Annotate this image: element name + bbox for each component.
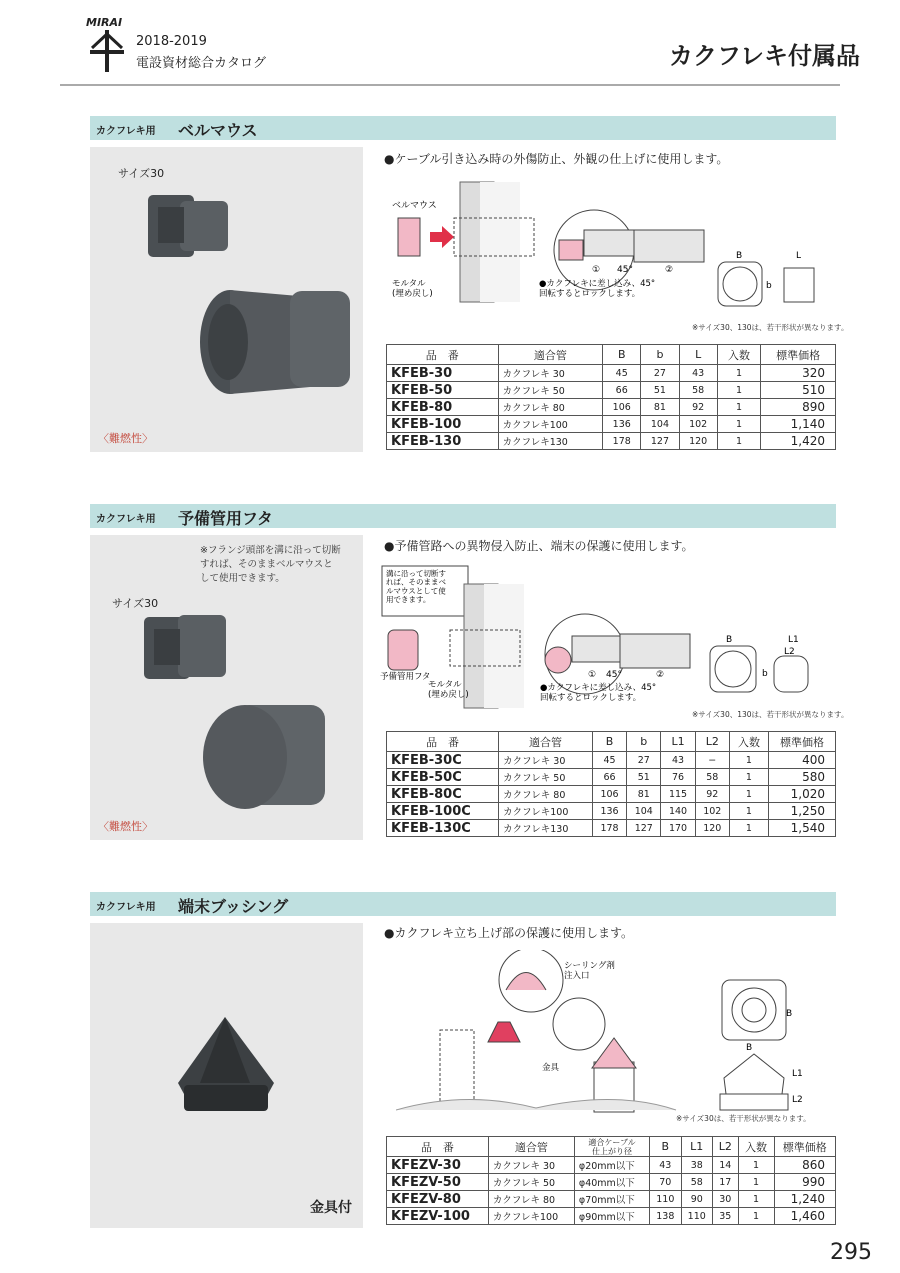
cell: 51: [627, 769, 661, 786]
cell: 1: [717, 399, 761, 416]
cell: カクフレキ 50: [488, 1174, 574, 1191]
product-code: KFEB-30: [387, 365, 499, 382]
fitting-label: 金具付: [310, 1200, 352, 1216]
price-cell: 320: [761, 365, 836, 382]
photo-note: ※フランジ頭部を溝に沿って切断 すれば、そのままベルマウスと して使用できます。: [200, 545, 341, 584]
col-header: B: [603, 345, 641, 365]
flame-retardant-label: 〈難燃性〉: [98, 820, 153, 833]
table-row: [387, 382, 836, 399]
cell: −: [695, 752, 729, 769]
section-cap-band: [90, 504, 836, 528]
cell: 27: [641, 365, 679, 382]
cap-photo: [90, 535, 363, 840]
col-header: b: [641, 345, 679, 365]
cell: 1: [717, 382, 761, 399]
price-cell: 890: [761, 399, 836, 416]
col-header: 標準価格: [761, 345, 836, 365]
cell: 1: [717, 416, 761, 433]
cell: 127: [627, 820, 661, 837]
table-row: [387, 1208, 836, 1225]
cell: 58: [681, 1174, 712, 1191]
dim-L1: L1: [792, 1069, 803, 1079]
cell: φ40mm以下: [574, 1174, 649, 1191]
bellmouth-spec-table: [386, 344, 836, 450]
cap-small-image: [140, 609, 240, 699]
table-row: [387, 1174, 836, 1191]
cell: 102: [695, 803, 729, 820]
price-cell: 1,240: [774, 1191, 835, 1208]
table-row: [387, 820, 836, 837]
dim-B: B: [726, 635, 733, 645]
price-cell: 1,250: [769, 803, 836, 820]
col-header: 入数: [738, 1137, 774, 1157]
cell: 35: [712, 1208, 738, 1225]
cell: 70: [650, 1174, 681, 1191]
size-note: ※サイズ30、130は、若干形状が異なります。: [692, 710, 849, 719]
angle-label: 45°: [606, 670, 622, 680]
cell: 66: [603, 382, 641, 399]
cell: 81: [627, 786, 661, 803]
cell: 92: [695, 786, 729, 803]
cell: 17: [712, 1174, 738, 1191]
insert-note: ●カクフレキに差し込み、45°回転するとロックします。: [539, 279, 656, 299]
page-title: カクフレキ付属品: [668, 42, 860, 70]
cell: 140: [661, 803, 695, 820]
section-prefix: カクフレキ用: [96, 902, 156, 913]
step1-label: ①: [592, 265, 601, 275]
cell: カクフレキ 30: [499, 752, 593, 769]
product-code: KFEB-30C: [387, 752, 499, 769]
section-bushing-band: [90, 892, 836, 916]
col-header: 入数: [717, 345, 761, 365]
size-label: サイズ30: [118, 167, 165, 180]
cell: 170: [661, 820, 695, 837]
bushing-photo: [90, 923, 363, 1228]
price-cell: 1,460: [774, 1208, 835, 1225]
cell: 110: [681, 1208, 712, 1225]
cell: カクフレキ 30: [488, 1157, 574, 1174]
col-header: 標準価格: [774, 1137, 835, 1157]
cell: カクフレキ100: [499, 803, 593, 820]
cap-diagram: [380, 564, 845, 714]
cell: 27: [627, 752, 661, 769]
cell: 66: [592, 769, 626, 786]
dim-L2: L2: [792, 1095, 803, 1105]
cell: φ20mm以下: [574, 1157, 649, 1174]
col-header: L1: [681, 1137, 712, 1157]
cap-spec-table: [386, 731, 836, 837]
section-title: 端末ブッシング: [178, 897, 289, 916]
metal-label: 金具: [542, 1063, 560, 1073]
col-header: B: [592, 732, 626, 752]
page-number: 295: [830, 1240, 872, 1265]
cell: 178: [603, 433, 641, 450]
section-title: ベルマウス: [178, 121, 258, 140]
table-row: [387, 803, 836, 820]
product-code: KFEZV-30: [387, 1157, 489, 1174]
cell: 58: [679, 382, 717, 399]
cell: カクフレキ100: [488, 1208, 574, 1225]
col-header: L2: [695, 732, 729, 752]
diagram-label-part: ベルマウス: [392, 201, 437, 211]
section-description: ●カクフレキ立ち上げ部の保護に使用します。: [384, 926, 634, 940]
cell: 43: [650, 1157, 681, 1174]
cell: 38: [681, 1157, 712, 1174]
price-cell: 860: [774, 1157, 835, 1174]
cell: 45: [603, 365, 641, 382]
bellmouth-diagram: [384, 178, 844, 328]
col-header: b: [627, 732, 661, 752]
cell: 30: [712, 1191, 738, 1208]
cap-large-image: [195, 695, 335, 820]
cell: 58: [695, 769, 729, 786]
section-prefix: カクフレキ用: [96, 126, 156, 137]
price-cell: 990: [774, 1174, 835, 1191]
table-row: [387, 365, 836, 382]
product-code: KFEB-130: [387, 433, 499, 450]
cell: 120: [679, 433, 717, 450]
section-title: 予備管用フタ: [178, 509, 273, 528]
price-cell: 400: [769, 752, 836, 769]
cell: φ90mm以下: [574, 1208, 649, 1225]
product-code: KFEZV-80: [387, 1191, 489, 1208]
col-header: 適合管: [498, 345, 603, 365]
table-row: [387, 416, 836, 433]
cell: 1: [738, 1191, 774, 1208]
table-row: [387, 786, 836, 803]
cell: 43: [679, 365, 717, 382]
bushing-spec-table: [386, 1136, 836, 1225]
table-row: [387, 752, 836, 769]
cell: 1: [738, 1174, 774, 1191]
size-label: サイズ30: [112, 597, 159, 610]
col-header: 適合管: [499, 732, 593, 752]
cell: 104: [627, 803, 661, 820]
cell: 14: [712, 1157, 738, 1174]
angle-label: 45°: [617, 265, 633, 275]
col-header: 品 番: [387, 1137, 489, 1157]
dim-B: B: [746, 1043, 753, 1053]
col-header: 適合管: [488, 1137, 574, 1157]
price-cell: 1,420: [761, 433, 836, 450]
price-cell: 1,540: [769, 820, 836, 837]
section-prefix: カクフレキ用: [96, 514, 156, 525]
diagram-label-part: 予備管用フタ: [380, 672, 431, 682]
cell: 102: [679, 416, 717, 433]
bushing-diagram: [396, 950, 844, 1128]
step2-label: ②: [665, 265, 674, 275]
dim-B: B: [736, 251, 743, 261]
bellmouth-small-image: [140, 187, 240, 277]
cell: 136: [592, 803, 626, 820]
dim-b: b: [766, 281, 772, 291]
col-header: L1: [661, 732, 695, 752]
dim-B-side: B: [786, 1009, 793, 1019]
header-rule: [60, 84, 840, 86]
col-header: 標準価格: [769, 732, 836, 752]
sealing-label: シーリング剤注入口: [564, 961, 615, 981]
cell: 1: [729, 803, 768, 820]
table-row: [387, 433, 836, 450]
cell: 1: [729, 820, 768, 837]
cell: 138: [650, 1208, 681, 1225]
cell: カクフレキ 80: [488, 1191, 574, 1208]
cell: 1: [738, 1208, 774, 1225]
table-row: [387, 769, 836, 786]
dim-L2: L2: [784, 647, 795, 657]
catalog-name: 電設資材総合カタログ: [136, 56, 267, 71]
product-code: KFEB-100C: [387, 803, 499, 820]
cell: カクフレキ 80: [498, 399, 603, 416]
step1-label: ①: [588, 670, 597, 680]
col-header: 適合ケーブル 仕上がり径: [574, 1137, 649, 1157]
cell: 90: [681, 1191, 712, 1208]
cell: 178: [592, 820, 626, 837]
product-code: KFEB-100: [387, 416, 499, 433]
dim-L1: L1: [788, 635, 799, 645]
product-code: KFEZV-50: [387, 1174, 489, 1191]
cell: 1: [717, 433, 761, 450]
cell: カクフレキ 50: [499, 769, 593, 786]
bellmouth-photo: [90, 147, 363, 452]
table-row: [387, 1191, 836, 1208]
cell: 120: [695, 820, 729, 837]
col-header: 品 番: [387, 345, 499, 365]
cell: 43: [661, 752, 695, 769]
cell: カクフレキ 80: [499, 786, 593, 803]
table-row: [387, 399, 836, 416]
product-code: KFEB-80: [387, 399, 499, 416]
price-cell: 510: [761, 382, 836, 399]
product-code: KFEB-80C: [387, 786, 499, 803]
cell: カクフレキ130: [499, 820, 593, 837]
cell: カクフレキ100: [498, 416, 603, 433]
cell: 1: [729, 769, 768, 786]
col-header: 品 番: [387, 732, 499, 752]
table-row: [387, 1157, 836, 1174]
diagram-callout: 溝に沿って切断すれば、そのままベルマウスとして使用できます。: [386, 569, 446, 604]
section-description: ●ケーブル引き込み時の外傷防止、外観の仕上げに使用します。: [384, 152, 729, 166]
bellmouth-large-image: [190, 277, 370, 407]
cell: 1: [738, 1157, 774, 1174]
size-note: ※サイズ30は、若干形状が異なります。: [676, 1114, 811, 1123]
dim-b: b: [762, 669, 768, 679]
cell: 81: [641, 399, 679, 416]
cell: 51: [641, 382, 679, 399]
cell: 1: [729, 786, 768, 803]
cell: 106: [603, 399, 641, 416]
cell: カクフレキ 30: [498, 365, 603, 382]
cell: φ70mm以下: [574, 1191, 649, 1208]
section-description: ●予備管路への異物侵入防止、端末の保護に使用します。: [384, 539, 694, 553]
product-code: KFEB-50: [387, 382, 499, 399]
cell: 110: [650, 1191, 681, 1208]
product-code: KFEZV-100: [387, 1208, 489, 1225]
product-code: KFEB-50C: [387, 769, 499, 786]
cell: 106: [592, 786, 626, 803]
product-code: KFEB-130C: [387, 820, 499, 837]
cell: 1: [729, 752, 768, 769]
section-bellmouth-band: [90, 116, 836, 140]
cell: カクフレキ 50: [498, 382, 603, 399]
price-cell: 580: [769, 769, 836, 786]
cell: 76: [661, 769, 695, 786]
insert-note: ●カクフレキに差し込み、45°回転するとロックします。: [540, 683, 657, 703]
bushing-image: [170, 1013, 280, 1123]
col-header: L: [679, 345, 717, 365]
diagram-label-mortar: モルタル(埋め戻し): [428, 680, 469, 700]
diagram-label-mortar: モルタル(埋め戻し): [392, 279, 433, 299]
col-header: B: [650, 1137, 681, 1157]
cell: カクフレキ130: [498, 433, 603, 450]
logo-text: MIRAI: [86, 16, 123, 29]
size-note: ※サイズ30、130は、若干形状が異なります。: [692, 323, 849, 332]
cell: 115: [661, 786, 695, 803]
dim-L: L: [796, 251, 802, 261]
step2-label: ②: [656, 670, 665, 680]
cell: 136: [603, 416, 641, 433]
cell: 92: [679, 399, 717, 416]
catalog-year: 2018-2019: [136, 34, 207, 49]
cell: 127: [641, 433, 679, 450]
flame-retardant-label: 〈難燃性〉: [98, 432, 153, 445]
cell: 104: [641, 416, 679, 433]
price-cell: 1,020: [769, 786, 836, 803]
col-header: L2: [712, 1137, 738, 1157]
price-cell: 1,140: [761, 416, 836, 433]
cell: 45: [592, 752, 626, 769]
col-header: 入数: [729, 732, 768, 752]
mirai-logo: [86, 14, 128, 74]
cell: 1: [717, 365, 761, 382]
